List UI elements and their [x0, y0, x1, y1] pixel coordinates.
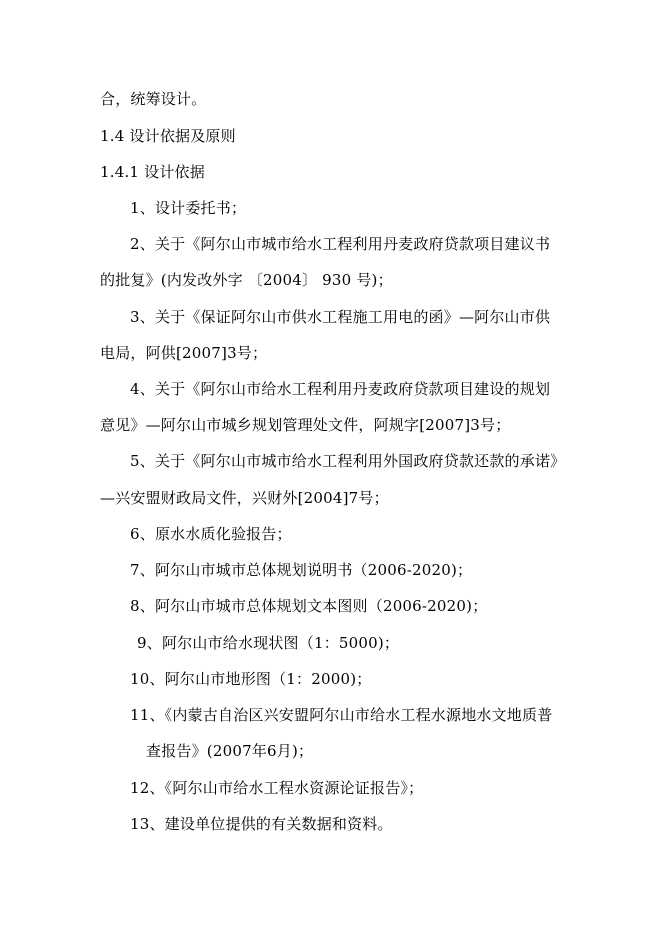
- list-item-8: 8、阿尔山市城市总体规划文本图则（2006-2020)；: [130, 597, 488, 615]
- list-item-2-line-1: 2、关于《阿尔山市城市给水工程利用丹麦政府贷款项目建议书: [130, 235, 551, 253]
- list-item-10: 10、阿尔山市地形图（1：2000)；: [130, 670, 372, 688]
- list-item-1: 1、设计委托书；: [130, 199, 247, 217]
- list-item-11-line-1: 11、《内蒙古自治区兴安盟阿尔山市给水工程水源地水文地质普: [130, 706, 553, 724]
- list-item-6: 6、原水水质化验报告；: [130, 525, 292, 543]
- list-item-5-line-2: —兴安盟财政局文件，兴财外[2004]7号；: [100, 489, 389, 507]
- list-item-9: 9、阿尔山市给水现状图（1：5000)；: [137, 634, 400, 652]
- list-item-7: 7、阿尔山市城市总体规划说明书（2006-2020)；: [130, 561, 473, 579]
- continuation-text: 合，统筹设计。: [100, 90, 207, 108]
- list-item-11-line-2: 查报告》(2007年6月)；: [146, 742, 314, 760]
- list-item-2-line-2: 的批复》(内发改外字 〔2004〕 930 号)；: [100, 271, 393, 289]
- list-item-4-line-1: 4、关于《阿尔山市给水工程利用丹麦政府贷款项目建设的规划: [130, 380, 551, 398]
- list-item-4-line-2: 意见》—阿尔山市城乡规划管理处文件，阿规字[2007]3号；: [100, 416, 511, 434]
- list-item-5-line-1: 5、关于《阿尔山市城市给水工程利用外国政府贷款还款的承诺》: [130, 452, 566, 470]
- list-item-12: 12、《阿尔山市给水工程水资源论证报告》；: [130, 779, 424, 797]
- list-item-13: 13、建设单位提供的有关数据和资料。: [130, 815, 393, 833]
- section-heading: 1.4 设计依据及原则: [100, 127, 236, 145]
- list-item-3-line-2: 电局，阿供[2007]3号；: [100, 344, 268, 362]
- list-item-3-line-1: 3、关于《保证阿尔山市供水工程施工用电的函》—阿尔山市供: [130, 308, 551, 326]
- subsection-heading: 1.4.1 设计依据: [100, 163, 205, 181]
